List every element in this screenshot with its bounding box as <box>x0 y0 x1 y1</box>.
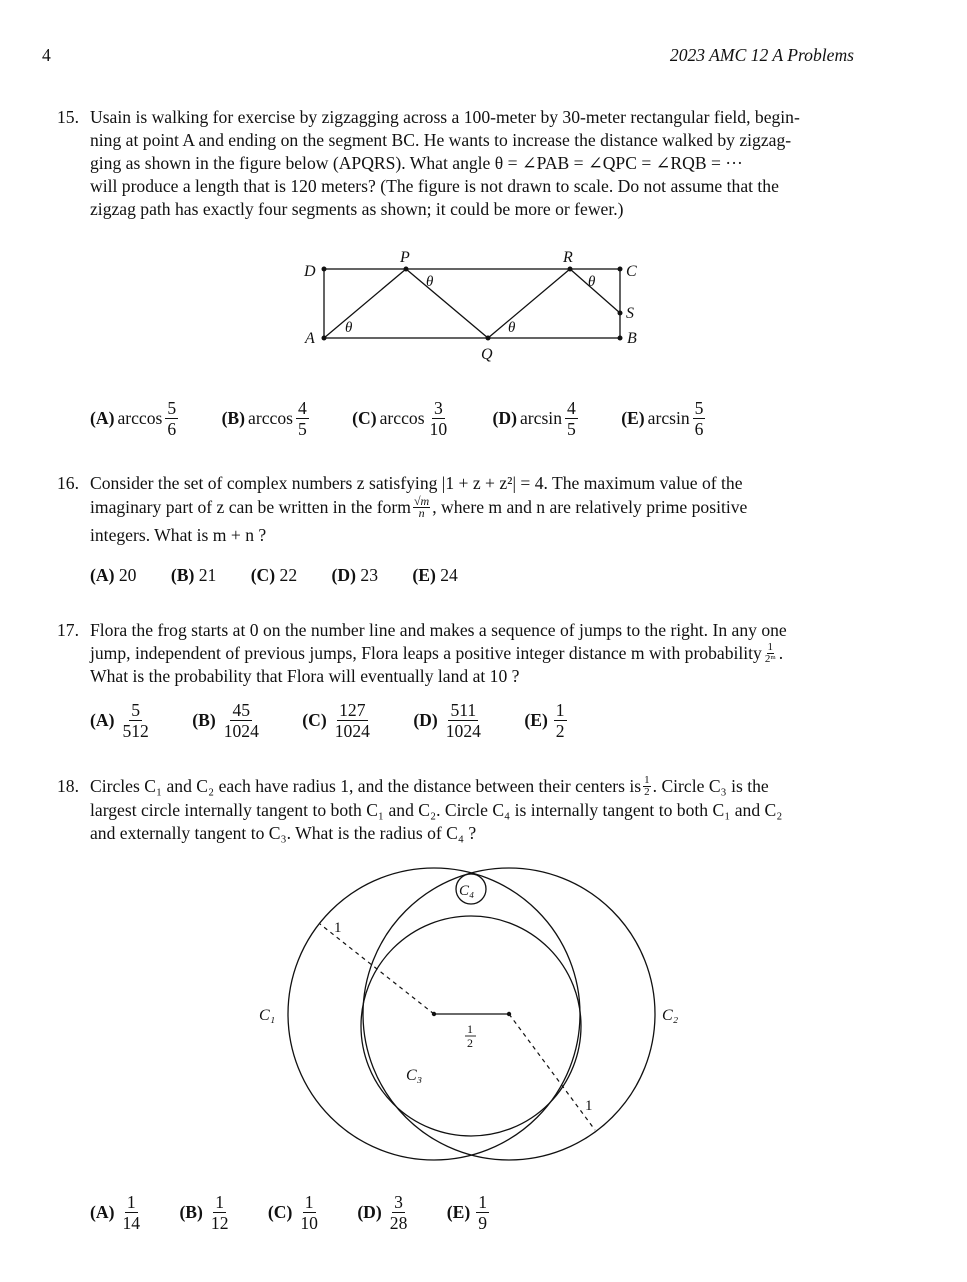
label-p: P <box>400 249 410 266</box>
choice-e[interactable]: (E) 1 9 <box>446 1192 488 1233</box>
problem-number: 18. <box>57 776 79 796</box>
choice-c[interactable]: (C) 127 1024 <box>302 700 370 741</box>
answer-choices <box>90 564 458 587</box>
problem-text-line: jump, independent of previous jumps, Flora leaps a positive integer distance m with probability 1 2ᵐ . <box>90 641 784 665</box>
label-s: S <box>626 305 634 322</box>
point-b <box>618 336 623 341</box>
problem-text-line: and externally tangent to C₃. What is the radius of C₄ ? <box>90 823 477 843</box>
field-rectangle <box>324 269 620 338</box>
point-a <box>322 336 327 341</box>
label-c: C <box>626 263 637 280</box>
label-a: A <box>305 330 315 347</box>
problem-text-line: Usain is walking for exercise by zigzagging across a 100-meter by 30-meter rectangular field, begin- <box>90 107 800 127</box>
choice-e[interactable]: (E) 1 2 <box>524 700 565 741</box>
problem-number: 17. <box>57 620 79 640</box>
choice-a[interactable]: (A) 5 512 <box>90 700 149 741</box>
choice-d[interactable]: (D) 511 1024 <box>413 700 481 741</box>
label-radius-1: 1 <box>334 920 342 936</box>
label-r: R <box>563 249 573 266</box>
problem-text-line: ning at point A and ending on the segment BC. He wants to increase the distance walked by zigzag- <box>90 130 792 150</box>
radius-c1-dashed <box>320 924 434 1014</box>
label-half-den: 2 <box>467 1036 473 1050</box>
choice-b[interactable]: (B) 1 12 <box>179 1192 229 1233</box>
page-number: 4 <box>42 45 51 65</box>
problem-text-line: Flora the frog starts at 0 on the number line and makes a sequence of jumps to the right. In any one <box>90 620 787 640</box>
label-q: Q <box>481 346 493 363</box>
point-q <box>486 336 491 341</box>
choice-d[interactable]: (D) 3 28 <box>357 1192 408 1233</box>
problem-text-line: imaginary part of z can be written in the form √m n , where m and n are relatively prime positive <box>90 494 748 520</box>
label-c4: C₄ <box>459 883 475 899</box>
choice-b[interactable]: (B) 45 1024 <box>192 700 259 741</box>
choice-c[interactable]: (C) 1 10 <box>267 1192 318 1233</box>
answer-choices <box>90 700 606 741</box>
answer-choices <box>90 1192 528 1233</box>
choice-b[interactable]: (B) arccos 4 5 <box>221 398 307 439</box>
zigzag-path <box>324 269 620 338</box>
point-p <box>404 267 409 272</box>
center-c1 <box>432 1012 436 1016</box>
problem-number: 16. <box>57 473 79 493</box>
label-c3: C₃ <box>406 1067 423 1084</box>
choice-a[interactable]: (A) arccos 5 6 <box>90 398 177 439</box>
choice-e[interactable]: (E) 24 <box>412 565 458 585</box>
radius-c2-dashed <box>509 1014 595 1130</box>
page-header-title: 2023 AMC 12 A Problems <box>669 45 854 65</box>
point-c <box>618 267 623 272</box>
choice-d[interactable]: (D) arcsin 4 5 <box>492 398 576 439</box>
label-radius-1: 1 <box>585 1098 593 1114</box>
theta-label: θ <box>345 320 353 336</box>
problem-text-line: zigzag path has exactly four segments as shown; it could be more or fewer.) <box>90 199 624 219</box>
label-half-num: 1 <box>467 1022 473 1036</box>
theta-label: θ <box>588 274 596 290</box>
zigzag-field-figure <box>290 240 650 370</box>
problem-text-line: will produce a length that is 120 meters? (The figure is not drawn to scale. Do not assume that the <box>90 176 779 196</box>
label-d: D <box>304 263 316 280</box>
theta-label: θ <box>426 274 434 290</box>
choice-b[interactable]: (B) 21 <box>170 565 217 585</box>
answer-choices <box>90 398 744 439</box>
choice-d[interactable]: (D) 23 <box>331 565 378 585</box>
problem-text-line: ging as shown in the figure below (APQRS). What angle θ = ∠PAB = ∠QPC = ∠RQB = ··· <box>90 153 743 173</box>
problem-text-line: Consider the set of complex numbers z satisfying |1 + z + z²| = 4. The maximum value of the <box>90 473 743 493</box>
choice-c[interactable]: (C) arccos 3 10 <box>352 398 448 439</box>
problem-text-line: integers. What is m + n ? <box>90 525 267 545</box>
problem-text-line: Circles C₁ and C₂ each have radius 1, and the distance between their centers is 1 2 . Circle C₃ is the <box>90 774 769 798</box>
label-b: B <box>627 330 637 347</box>
label-c1: C₁ <box>259 1007 276 1024</box>
problem-text-line: largest circle internally tangent to both C₁ and C₂. Circle C₄ is internally tangent to both C₁ and C₂ <box>90 800 783 820</box>
choice-e[interactable]: (E) arcsin 5 6 <box>621 398 704 439</box>
point-d <box>322 267 327 272</box>
label-c2: C₂ <box>662 1007 679 1024</box>
theta-label: θ <box>508 320 516 336</box>
problem-text-line: What is the probability that Flora will eventually land at 10 ? <box>90 666 520 686</box>
circles-figure <box>250 860 680 1170</box>
center-c2 <box>507 1012 511 1016</box>
choice-a[interactable]: (A) 20 <box>90 565 137 585</box>
choice-c[interactable]: (C) 22 <box>250 565 298 585</box>
point-r <box>568 267 573 272</box>
point-s <box>618 311 623 316</box>
choice-a[interactable]: (A) 1 14 <box>90 1192 141 1233</box>
problem-number: 15. <box>57 107 79 127</box>
